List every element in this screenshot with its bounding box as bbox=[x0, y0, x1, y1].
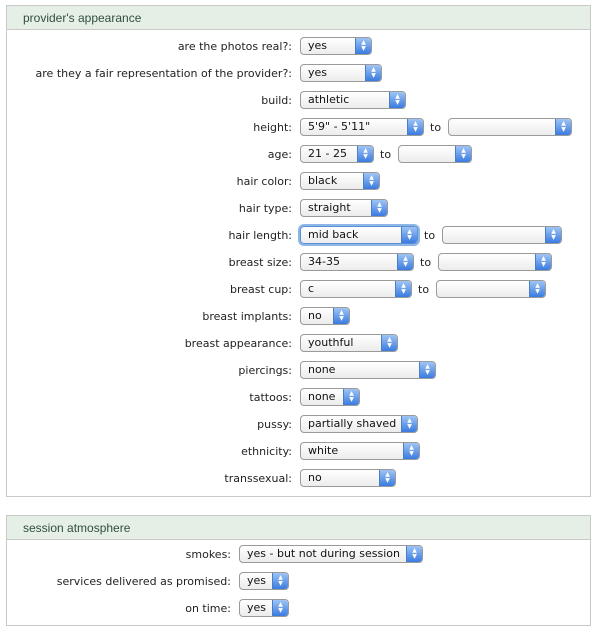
appearance-row bbox=[7, 253, 590, 273]
appearance-row bbox=[7, 307, 590, 327]
up-down-arrows-icon: ▲ ▼ bbox=[455, 146, 471, 162]
select-dropdown[interactable] bbox=[300, 442, 420, 460]
range-to-label: to bbox=[430, 121, 442, 134]
up-down-arrows-icon: ▲ ▼ bbox=[406, 546, 422, 562]
field-label: breast size: bbox=[228, 256, 292, 269]
select-dropdown-max[interactable] bbox=[438, 253, 552, 271]
select-value: yes bbox=[308, 66, 328, 79]
select-value: youthful bbox=[308, 336, 354, 349]
appearance-row bbox=[7, 334, 590, 354]
field-label: hair length: bbox=[228, 229, 292, 242]
select-value: 21 - 25 bbox=[308, 147, 347, 160]
select-dropdown[interactable] bbox=[300, 172, 380, 190]
select-dropdown-max[interactable] bbox=[398, 145, 472, 163]
up-down-arrows-icon: ▲ ▼ bbox=[397, 254, 413, 270]
select-dropdown[interactable] bbox=[300, 415, 418, 433]
up-down-arrows-icon: ▲ ▼ bbox=[272, 600, 288, 616]
appearance-row bbox=[7, 469, 590, 489]
up-down-arrows-icon: ▲ ▼ bbox=[365, 65, 381, 81]
appearance-header: provider's appearance bbox=[7, 6, 590, 30]
select-value: 34-35 bbox=[308, 255, 340, 268]
appearance-row bbox=[7, 388, 590, 408]
field-label: tattoos: bbox=[249, 391, 292, 404]
field-label: hair type: bbox=[238, 202, 292, 215]
appearance-row bbox=[7, 199, 590, 219]
field-label: on time: bbox=[185, 602, 231, 615]
select-value: yes - but not during session bbox=[247, 547, 400, 560]
select-value: c bbox=[308, 282, 315, 295]
up-down-arrows-icon: ▲ ▼ bbox=[401, 416, 417, 432]
up-down-arrows-icon: ▲ ▼ bbox=[379, 470, 395, 486]
select-dropdown[interactable] bbox=[300, 469, 396, 487]
up-down-arrows-icon: ▲ ▼ bbox=[545, 227, 561, 243]
field-label: pussy: bbox=[257, 418, 292, 431]
select-value: no bbox=[308, 309, 322, 322]
field-label: breast implants: bbox=[202, 310, 292, 323]
appearance-panel bbox=[6, 5, 591, 497]
select-dropdown[interactable] bbox=[300, 334, 398, 352]
select-dropdown[interactable] bbox=[239, 572, 289, 590]
atmosphere-row bbox=[7, 599, 590, 619]
select-dropdown[interactable] bbox=[239, 545, 423, 563]
up-down-arrows-icon: ▲ ▼ bbox=[357, 146, 373, 162]
select-value: 5'9" - 5'11" bbox=[308, 120, 371, 133]
select-dropdown[interactable] bbox=[300, 91, 406, 109]
select-dropdown[interactable] bbox=[300, 118, 424, 136]
field-label: height: bbox=[253, 121, 292, 134]
up-down-arrows-icon: ▲ ▼ bbox=[389, 92, 405, 108]
up-down-arrows-icon: ▲ ▼ bbox=[333, 308, 349, 324]
range-to-label: to bbox=[420, 256, 432, 269]
up-down-arrows-icon: ▲ ▼ bbox=[272, 573, 288, 589]
select-dropdown-max[interactable] bbox=[448, 118, 572, 136]
select-value: none bbox=[308, 363, 336, 376]
select-dropdown[interactable] bbox=[300, 307, 350, 325]
appearance-row bbox=[7, 172, 590, 192]
appearance-row bbox=[7, 226, 590, 246]
up-down-arrows-icon: ▲ ▼ bbox=[407, 119, 423, 135]
atmosphere-header: session atmosphere bbox=[7, 516, 590, 540]
up-down-arrows-icon: ▲ ▼ bbox=[355, 38, 371, 54]
field-label: transsexual: bbox=[224, 472, 292, 485]
field-label: are they a fair representation of the provider?: bbox=[35, 67, 292, 80]
select-dropdown[interactable] bbox=[300, 388, 360, 406]
select-dropdown-max[interactable] bbox=[436, 280, 546, 298]
field-label: services delivered as promised: bbox=[56, 575, 231, 588]
range-to-label: to bbox=[424, 229, 436, 242]
select-value: yes bbox=[247, 601, 267, 614]
up-down-arrows-icon: ▲ ▼ bbox=[401, 227, 417, 243]
range-to-label: to bbox=[418, 283, 430, 296]
up-down-arrows-icon: ▲ ▼ bbox=[343, 389, 359, 405]
field-label: build: bbox=[261, 94, 292, 107]
field-label: breast cup: bbox=[229, 283, 292, 296]
select-dropdown[interactable] bbox=[300, 361, 436, 379]
appearance-row bbox=[7, 91, 590, 111]
select-value: straight bbox=[308, 201, 351, 214]
appearance-row bbox=[7, 280, 590, 300]
select-value: white bbox=[308, 444, 339, 457]
select-value: yes bbox=[247, 574, 267, 587]
up-down-arrows-icon: ▲ ▼ bbox=[535, 254, 551, 270]
up-down-arrows-icon: ▲ ▼ bbox=[371, 200, 387, 216]
atmosphere-row bbox=[7, 572, 590, 592]
select-value: none bbox=[308, 390, 336, 403]
field-label: ethnicity: bbox=[241, 445, 292, 458]
field-label: hair color: bbox=[236, 175, 292, 188]
appearance-row bbox=[7, 118, 590, 138]
appearance-row bbox=[7, 361, 590, 381]
appearance-row bbox=[7, 145, 590, 165]
select-value: athletic bbox=[308, 93, 350, 106]
up-down-arrows-icon: ▲ ▼ bbox=[419, 362, 435, 378]
select-dropdown[interactable] bbox=[300, 199, 388, 217]
select-dropdown[interactable] bbox=[239, 599, 289, 617]
select-dropdown[interactable] bbox=[300, 226, 418, 244]
appearance-row bbox=[7, 64, 590, 84]
select-dropdown-max[interactable] bbox=[442, 226, 562, 244]
select-value: no bbox=[308, 471, 322, 484]
up-down-arrows-icon: ▲ ▼ bbox=[555, 119, 571, 135]
field-label: breast appearance: bbox=[184, 337, 292, 350]
select-dropdown[interactable] bbox=[300, 253, 414, 271]
select-dropdown[interactable] bbox=[300, 280, 412, 298]
select-value: mid back bbox=[308, 228, 359, 241]
appearance-row bbox=[7, 37, 590, 57]
select-value: partially shaved bbox=[308, 417, 397, 430]
select-value: black bbox=[308, 174, 338, 187]
atmosphere-row bbox=[7, 545, 590, 565]
range-to-label: to bbox=[380, 148, 392, 161]
appearance-row bbox=[7, 415, 590, 435]
select-dropdown[interactable] bbox=[300, 37, 372, 55]
up-down-arrows-icon: ▲ ▼ bbox=[403, 443, 419, 459]
atmosphere-panel bbox=[6, 515, 591, 626]
select-value: yes bbox=[308, 39, 328, 52]
up-down-arrows-icon: ▲ ▼ bbox=[529, 281, 545, 297]
select-dropdown[interactable] bbox=[300, 64, 382, 82]
up-down-arrows-icon: ▲ ▼ bbox=[395, 281, 411, 297]
up-down-arrows-icon: ▲ ▼ bbox=[363, 173, 379, 189]
select-dropdown[interactable] bbox=[300, 145, 374, 163]
field-label: smokes: bbox=[185, 548, 231, 561]
field-label: age: bbox=[267, 148, 292, 161]
field-label: are the photos real?: bbox=[177, 40, 292, 53]
field-label: piercings: bbox=[238, 364, 292, 377]
up-down-arrows-icon: ▲ ▼ bbox=[381, 335, 397, 351]
appearance-row bbox=[7, 442, 590, 462]
